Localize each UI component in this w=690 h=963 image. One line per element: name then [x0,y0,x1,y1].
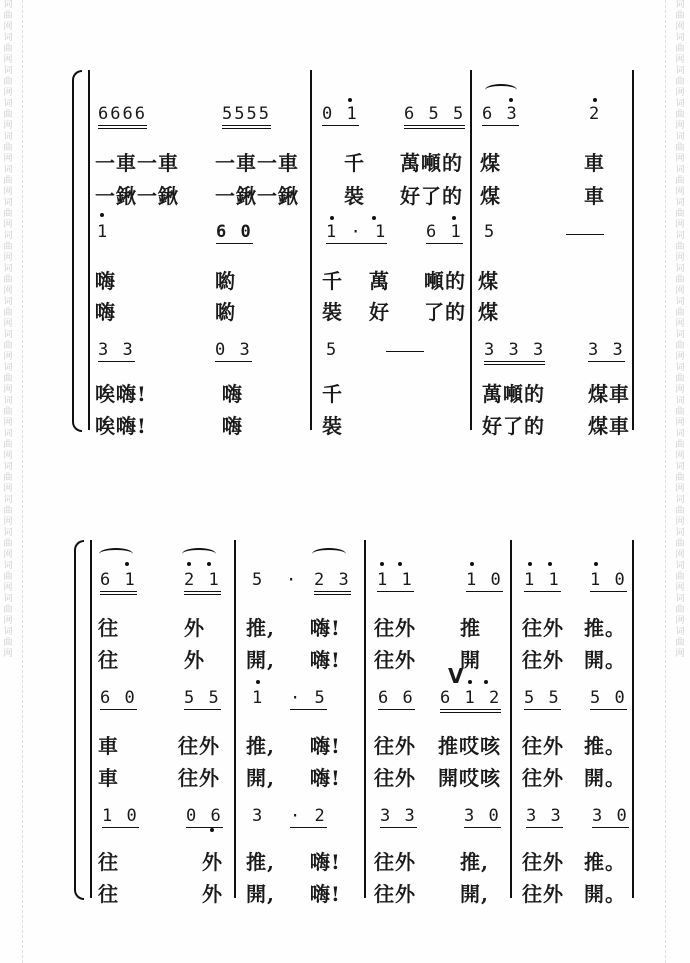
note-group: 6 0 [100,688,137,708]
barline [510,540,512,898]
lyric: 往外 [522,850,564,874]
low-octave-dot [210,828,214,832]
lyric: 千 萬 [322,269,390,293]
lyric: 推, [246,616,275,640]
lyric: 煤 [478,300,499,324]
lyric: 煤 [480,184,501,208]
note-group: 2 3 [314,570,351,595]
lyric: 外 [184,648,205,672]
lyric: 推哎咳 [438,734,501,758]
slur-mark [182,548,216,560]
lyric: 喲 [215,269,236,293]
note-group: 0 3 [215,340,252,360]
lyric: 開。 [584,766,626,790]
lyric: 往外 [374,882,416,906]
lyric: 往外 [178,766,220,790]
lyric: 往 [98,882,119,906]
note-group: 5 [484,222,497,242]
lyric: 往外 [374,766,416,790]
note-group: 5 5 [524,688,561,708]
system-bracket [74,540,84,900]
lyric: 噸的 [424,269,466,293]
lyric: 一鍬一鍬 [215,184,299,208]
lyric: 裝 [322,414,343,438]
lyric: 車 [98,734,119,758]
lyric: 往 [98,850,119,874]
lyric: 嗨! [310,734,341,758]
lyric: 車 [584,184,605,208]
lyric: 推, [246,734,275,758]
lyric: 嗨 [95,300,116,324]
lyric: 喲 [215,300,236,324]
lyric: 嗨! [310,766,341,790]
lyric: 車 [584,151,605,175]
lyric: 唉嗨! [95,414,147,438]
note-group: 6 3 [482,104,519,124]
barline [632,540,634,898]
breath-mark: V [448,664,464,688]
lyric: 外 [202,850,223,874]
high-octave-dot [484,680,488,684]
note-group: 6 6 [378,688,415,708]
lyric: 往外 [522,648,564,672]
lyric: 開, [460,882,489,906]
high-octave-dot [468,680,472,684]
lyric: 往外 [374,616,416,640]
note-group: 5 [326,340,339,360]
lyric: 裝 好 [322,300,390,324]
lyric: 嗨 [222,382,243,406]
barline [234,540,236,898]
lyric: 煤車 [588,382,630,406]
note-group: 1 [97,222,110,242]
note-group: 0 6 [186,806,223,826]
right-margin-watermark: 词曲网词曲网词曲网词曲网词曲网词曲网词曲网词曲网词曲网词曲网词曲网词曲网词曲网词曲网词曲网词曲网词曲网词曲网词曲网词曲网 [675,0,685,659]
lyric: 推, [246,850,275,874]
lyric: 嗨 [95,269,116,293]
note-group: 3 3 [526,806,563,826]
note-group: 1 1 [377,570,414,590]
lyric: 推, [460,850,489,874]
note-group: · 5 [290,688,327,708]
lyric: 嗨! [310,648,341,672]
lyric: 好了的 [482,414,545,438]
note-group: 1 1 [524,570,561,590]
lyric: 裝 [344,184,365,208]
note-group: 6 5 5 [404,104,465,129]
lyric: 往外 [522,616,564,640]
left-margin-watermark: 词曲网词曲网词曲网词曲网词曲网词曲网词曲网词曲网词曲网词曲网词曲网词曲网词曲网词曲网词曲网词曲网词曲网词曲网词曲网词曲网 [3,0,13,659]
high-octave-dot [528,562,532,566]
high-octave-dot [380,562,384,566]
lyric: 開哎咳 [438,766,501,790]
note-group: · 2 [290,806,327,826]
lyric: 往 [98,648,119,672]
lyric: 千 [322,382,343,406]
lyric: 煤 [480,151,501,175]
note-group: 3 [252,806,265,826]
lyric: 推。 [584,850,626,874]
note-group: 1 0 [102,806,139,826]
high-octave-dot [125,562,129,566]
note-group: 3 3 3 [484,340,545,365]
lyric: 往外 [374,648,416,672]
lyric: 往外 [522,734,564,758]
lyric: 推 [460,616,481,640]
slur-mark [99,548,133,560]
lyric: 外 [202,882,223,906]
lyric: 萬噸的 [400,151,463,175]
note-group: 3 3 [588,340,625,360]
lyric: 一車一車 [95,151,179,175]
lyric: 推。 [584,734,626,758]
note-group: 6666 [98,104,147,129]
note-group: 6 1 2 [440,688,501,713]
note-group: 3 0 [464,806,501,826]
lyric: 往外 [374,734,416,758]
high-octave-dot [187,562,191,566]
note-group: 5 [252,570,265,590]
lyric: 開, [246,882,275,906]
lyric: 推。 [584,616,626,640]
lyric: 開。 [584,648,626,672]
high-octave-dot [256,680,260,684]
note-group: 3 0 [592,806,629,826]
note-group: 5 0 [590,688,627,708]
lyric: 開, [246,766,275,790]
lyric: 唉嗨! [95,382,147,406]
note-group: 3 3 [98,340,135,360]
lyric: 嗨! [310,616,341,640]
barline [90,540,92,898]
lyric: 開。 [584,882,626,906]
lyric: 往外 [522,766,564,790]
note-group: 0 1 [322,104,359,124]
note-group: 6 0 [216,222,253,242]
lyric: 好了的 [400,184,463,208]
augmentation-dot: · [286,570,299,590]
high-octave-dot [470,562,474,566]
lyric: 往外 [178,734,220,758]
high-octave-dot [594,562,598,566]
lyric: 嗨 [222,414,243,438]
lyric: 嗨! [310,850,341,874]
note-group: 2 1 [184,570,221,595]
lyric: 一鍬一鍬 [95,184,179,208]
note-group: 5 5 [184,688,221,708]
lyric: 千 [344,151,365,175]
note-group: 2 [589,104,602,124]
lyric: 車 [98,766,119,790]
lyric: 煤車 [588,414,630,438]
note-group: 1 0 [590,570,627,590]
note-group: 3 3 [380,806,417,826]
barline [364,540,366,898]
note-group: 6 1 [426,222,463,242]
lyric: 開, [246,648,275,672]
lyric: 了的 [424,300,466,324]
lyric: 一車一車 [215,151,299,175]
lyric: 往外 [374,850,416,874]
lyric: 萬噸的 [482,382,545,406]
lyric: 外 [184,616,205,640]
lyric: 煤 [478,269,499,293]
note-group: 1 0 [466,570,503,590]
note-group: 1 · 1 [326,222,388,242]
note-group: 5555 [222,104,271,129]
high-octave-dot [207,562,211,566]
high-octave-dot [398,562,402,566]
high-octave-dot [548,562,552,566]
slur-mark [312,548,346,560]
lyric: 嗨! [310,882,341,906]
lyric: 開 [460,648,481,672]
note-group: 1 [252,688,265,708]
lyric: 往外 [522,882,564,906]
note-group: 6 1 [100,570,137,595]
lyric: 往 [98,616,119,640]
